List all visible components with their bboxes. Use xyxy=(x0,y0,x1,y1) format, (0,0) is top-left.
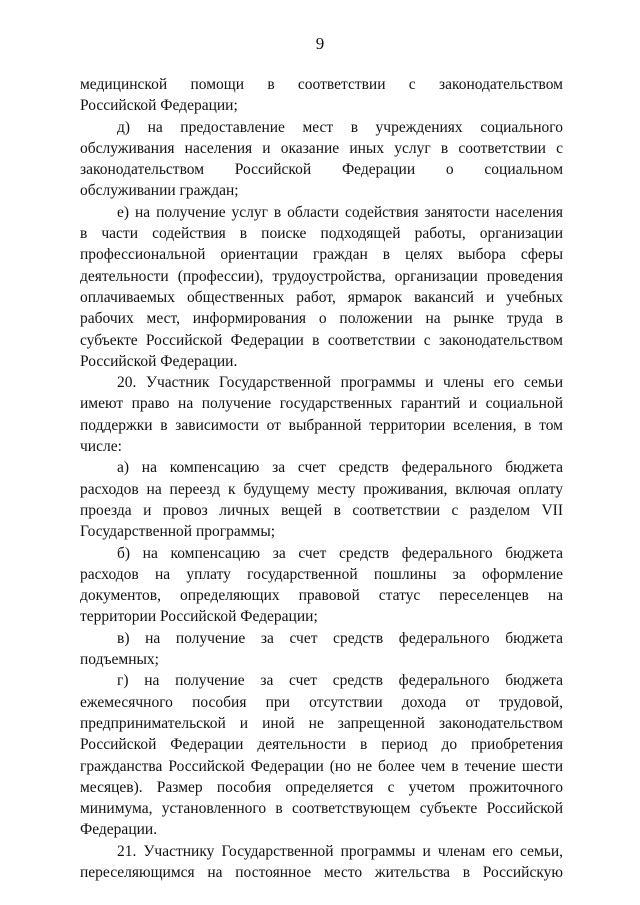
text-line: имеют право на получение государственных гарантий и социальной xyxy=(80,395,563,413)
text-line: г) на получение за счет средств федерального бюджета xyxy=(117,672,563,690)
text-line: субъекте Российской Федерации в соответствии с законодательством xyxy=(80,331,563,349)
text-line: проезда и провоз личных вещей в соответствии с разделом VII xyxy=(80,501,563,519)
text-line: рабочих мест, информирования о положении на рынке труда в xyxy=(80,310,563,328)
text-line: деятельности (профессии), трудоустройства, организации проведения xyxy=(80,267,563,285)
text-line: расходов на переезд к будущему месту проживания, включая оплату xyxy=(80,480,563,498)
text-line: оплачиваемых общественных работ, ярмарок вакансий и учебных xyxy=(80,288,563,306)
text-line: обслуживании граждан; xyxy=(80,182,239,200)
text-line: документов, определяющих правовой статус переселенцев на xyxy=(80,587,563,605)
text-line: месяцев). Размер пособия определяется с учетом прожиточного xyxy=(80,778,563,796)
text-line: 20. Участник Государственной программы и члены его семьи xyxy=(117,374,563,392)
page-number: 9 xyxy=(315,34,325,53)
text-line: медицинской помощи в соответствии с законодательством xyxy=(80,76,563,93)
text-line: Российской Федерации. xyxy=(80,352,238,370)
text-line: Российской Федерации деятельности в период до приобретения xyxy=(80,736,563,754)
text-line: расходов на уплату государственной пошлины за оформление xyxy=(80,565,563,583)
text-line: законодательством Российской Федерации о социальном xyxy=(80,161,563,179)
text-line: в) на получение за счет средств федерального бюджета xyxy=(117,629,563,647)
text-line: а) на компенсацию за счет средств федерального бюджета xyxy=(117,459,563,477)
text-line: гражданства Российской Федерации (но не более чем в течение шести xyxy=(80,757,563,775)
text-line: Федерации. xyxy=(80,821,158,839)
text-line: Российской Федерации; xyxy=(80,97,238,115)
text-line: д) на предоставление мест в учреждениях социального xyxy=(117,118,563,136)
text-line: подъемных; xyxy=(80,651,159,669)
text-line: поддержки в зависимости от выбранной территории вселения, в том xyxy=(80,416,563,434)
text-line: е) на получение услуг в области содействия занятости населения xyxy=(117,203,563,221)
text-line: предпринимательской и иной не запрещенной законодательством xyxy=(80,714,563,732)
text-line: в части содействия в поиске подходящей работы, организации xyxy=(80,225,563,243)
text-line: Государственной программы; xyxy=(80,523,276,541)
text-line: ежемесячного пособия при отсутствии дохода от трудовой, xyxy=(80,693,563,711)
text-line: профессиональной ориентации граждан в целях выбора сферы xyxy=(80,246,563,264)
text-line: обслуживания населения и оказание иных услуг в соответствии с xyxy=(80,139,563,157)
text-line: минимума, установленного в соответствующем субъекте Российской xyxy=(80,800,563,818)
text-line: б) на компенсацию за счет средств федерального бюджета xyxy=(117,544,563,562)
text-line: переселяющимся на постоянное место жительства в Российскую xyxy=(80,863,563,881)
text-line: числе: xyxy=(80,438,122,456)
text-line: территории Российской Федерации; xyxy=(80,608,318,626)
text-line: 21. Участнику Государственной программы и членам его семьи, xyxy=(117,842,563,860)
document-body xyxy=(80,74,563,883)
